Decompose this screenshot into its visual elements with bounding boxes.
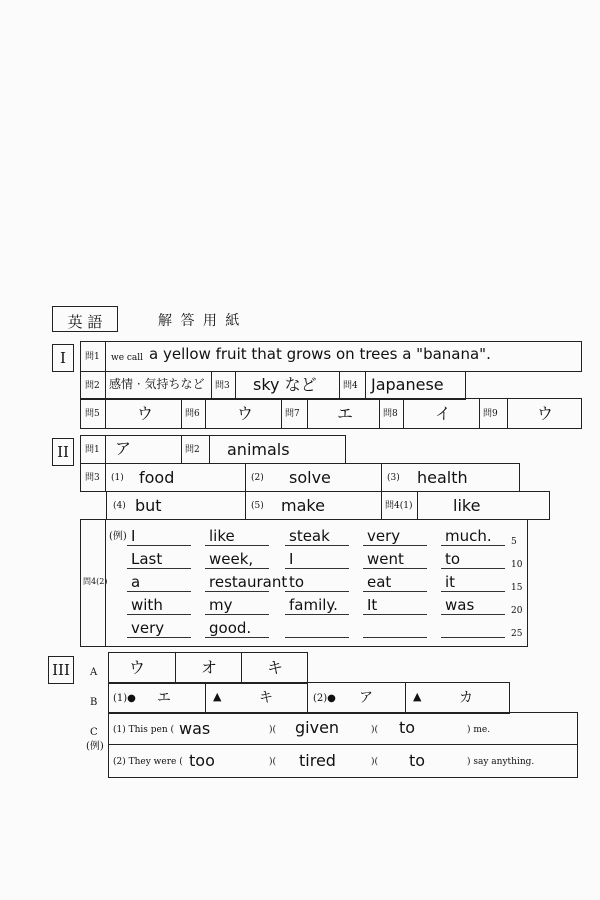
s2-q3-label: 問3 bbox=[85, 473, 100, 483]
s3-C-label: C bbox=[90, 727, 98, 738]
s1-q9-divider bbox=[479, 399, 480, 428]
s1-q5-label: 問5 bbox=[85, 409, 100, 419]
s1-q4-divider bbox=[339, 372, 340, 399]
s3-A-answer-1[interactable]: ウ bbox=[129, 658, 146, 677]
s3-A-divider-2 bbox=[241, 653, 242, 683]
s1-q6-divider bbox=[181, 399, 182, 428]
s3-B-g1-b[interactable]: キ bbox=[259, 690, 273, 706]
essay-underline bbox=[363, 637, 427, 638]
s2-q4-1-divider bbox=[381, 492, 382, 519]
section-3-roman: III bbox=[48, 656, 74, 684]
essay-underline bbox=[127, 614, 191, 615]
essay-underline bbox=[363, 614, 427, 615]
essay-word-count: 20 bbox=[511, 606, 523, 616]
s3-C-s1-sep2: )( bbox=[371, 725, 379, 735]
essay-grid bbox=[81, 520, 527, 646]
s3-A-answer-2[interactable]: オ bbox=[201, 658, 218, 677]
essay-underline bbox=[285, 545, 349, 546]
s1-row3 bbox=[80, 398, 582, 429]
essay-word[interactable]: steak bbox=[289, 527, 330, 545]
s1-q3-divider bbox=[211, 372, 212, 399]
section-2-roman: II bbox=[52, 438, 74, 466]
s1-q2-divider bbox=[105, 372, 106, 399]
s2-q4-2-label: 問4(2) bbox=[83, 577, 108, 586]
s1-q4-divider2 bbox=[365, 372, 366, 399]
essay-word-count: 10 bbox=[511, 560, 523, 570]
section-1-roman: I bbox=[52, 344, 74, 372]
s2-q3-a5-divider bbox=[245, 492, 246, 519]
s1-q7-answer[interactable]: エ bbox=[337, 404, 354, 423]
s2-q2-divider2 bbox=[209, 436, 210, 463]
essay-word[interactable]: Last bbox=[131, 550, 163, 568]
s3-B-g1-mark: ▲ bbox=[213, 690, 222, 703]
essay-underline bbox=[363, 568, 427, 569]
s1-q5-answer[interactable]: ウ bbox=[137, 404, 154, 423]
essay-word[interactable]: much. bbox=[445, 527, 492, 545]
essay-word[interactable]: I bbox=[289, 550, 294, 568]
s3-C-s2-w2[interactable]: tired bbox=[299, 751, 336, 770]
subject-label: 英 語 bbox=[67, 313, 103, 331]
s2-q3-a3-divider bbox=[381, 464, 382, 491]
sheet-title: 解 答 用 紙 bbox=[158, 313, 242, 329]
s3-C-s2-sep1: )( bbox=[269, 757, 277, 767]
essay-underline bbox=[285, 591, 349, 592]
s1-q2-answer[interactable]: 感情 · 気持ちなど bbox=[109, 377, 205, 391]
s3-C-s2-sep2: )( bbox=[371, 757, 379, 767]
s2-q2-label: 問2 bbox=[185, 445, 200, 455]
essay-word[interactable]: It bbox=[367, 596, 378, 614]
essay-underline bbox=[127, 568, 191, 569]
essay-underline bbox=[285, 568, 349, 569]
s2-q3-a4-answer[interactable]: but bbox=[135, 496, 162, 515]
essay-underline bbox=[127, 591, 191, 592]
s2-q3-divider bbox=[105, 464, 106, 491]
essay-word[interactable]: went bbox=[367, 550, 404, 568]
s3-C-s2-start: (2) They were ( bbox=[113, 757, 183, 767]
s3-B-box bbox=[108, 682, 510, 714]
essay-underline bbox=[205, 614, 269, 615]
essay-word[interactable]: good. bbox=[209, 619, 252, 637]
s1-q3-answer[interactable]: sky など bbox=[253, 375, 317, 394]
s1-q1-label: 問1 bbox=[85, 352, 100, 362]
essay-underline bbox=[441, 545, 505, 546]
essay-underline bbox=[205, 545, 269, 546]
essay-underline bbox=[441, 614, 505, 615]
s1-q4-label: 問4 bbox=[343, 381, 358, 391]
essay-underline bbox=[205, 568, 269, 569]
s2-q3-a3-answer[interactable]: health bbox=[417, 468, 468, 487]
s2-q1-label: 問1 bbox=[85, 445, 100, 455]
s3-C-row-divider bbox=[109, 744, 577, 745]
s1-q7-divider2 bbox=[307, 399, 308, 428]
s2-q3-a2-divider bbox=[245, 464, 246, 491]
essay-underline bbox=[127, 637, 191, 638]
s3-C-s1-w3[interactable]: to bbox=[399, 718, 416, 737]
s3-B-g1-a[interactable]: エ bbox=[157, 690, 171, 706]
s3-C-s2-w3[interactable]: to bbox=[409, 751, 426, 770]
s2-q3-a5-num: (5) bbox=[251, 501, 264, 511]
s2-q4-1-label: 問4(1) bbox=[385, 501, 413, 511]
s1-q4-answer[interactable]: Japanese bbox=[371, 375, 444, 394]
essay-underline bbox=[363, 591, 427, 592]
s3-B-g2-mark: ▲ bbox=[413, 690, 422, 703]
s2-q4-1-answer[interactable]: like bbox=[453, 496, 481, 515]
s3-C-s1-end: ) me. bbox=[467, 725, 491, 735]
essay-underline bbox=[285, 614, 349, 615]
s2-row1 bbox=[80, 435, 346, 464]
s2-q3-a2-answer[interactable]: solve bbox=[289, 468, 331, 487]
s1-q8-answer[interactable]: イ bbox=[435, 404, 452, 423]
s3-C-s2-end: ) say anything. bbox=[467, 757, 535, 767]
essay-underline bbox=[285, 637, 349, 638]
s2-q3-a5-answer[interactable]: make bbox=[281, 496, 325, 515]
s1-q7-label: 問7 bbox=[285, 409, 300, 419]
essay-word[interactable]: very bbox=[131, 619, 165, 637]
s1-q1-divider bbox=[105, 342, 106, 371]
essay-word[interactable]: like bbox=[209, 527, 235, 545]
s2-essay-box bbox=[80, 519, 528, 647]
s3-B-divider-1 bbox=[205, 683, 206, 713]
s3-B-g2-b[interactable]: カ bbox=[459, 690, 473, 706]
s1-row1 bbox=[80, 341, 582, 372]
s1-q1-prefix: we call bbox=[111, 353, 144, 363]
s2-q1-divider bbox=[105, 436, 106, 463]
s2-q3-a1-num: (1) bbox=[111, 473, 124, 483]
s2-q4-1-divider2 bbox=[417, 492, 418, 519]
essay-word[interactable]: a bbox=[131, 573, 141, 591]
s3-C-s1-sep1: )( bbox=[269, 725, 277, 735]
s2-q3-a2-num: (2) bbox=[251, 473, 264, 483]
s3-C-s2-w1[interactable]: too bbox=[189, 751, 215, 770]
s3-A-box bbox=[108, 652, 308, 684]
s3-C-s1-start: (1) This pen ( bbox=[113, 725, 175, 735]
s3-B-g2-num: (2)● bbox=[313, 693, 336, 704]
essay-underline bbox=[127, 545, 191, 546]
essay-underline bbox=[205, 591, 269, 592]
essay-word[interactable]: family. bbox=[289, 596, 338, 614]
s1-q3-label: 問3 bbox=[215, 381, 230, 391]
s3-B-divider-3 bbox=[405, 683, 406, 713]
s1-q8-divider2 bbox=[403, 399, 404, 428]
essay-underline bbox=[441, 591, 505, 592]
s3-C-box bbox=[108, 712, 578, 778]
s2-q2-divider bbox=[181, 436, 182, 463]
essay-word[interactable]: with bbox=[131, 596, 163, 614]
s1-q9-label: 問9 bbox=[483, 409, 498, 419]
essay-word[interactable]: very bbox=[367, 527, 401, 545]
essay-word[interactable]: to bbox=[289, 573, 305, 591]
essay-underline bbox=[441, 637, 505, 638]
s1-q6-label: 問6 bbox=[185, 409, 200, 419]
essay-underline bbox=[205, 637, 269, 638]
s1-row2 bbox=[80, 371, 466, 400]
s1-q5-divider bbox=[105, 399, 106, 428]
s3-B-g1-num: (1)● bbox=[113, 693, 136, 704]
essay-word[interactable]: restaurant bbox=[209, 573, 288, 591]
essay-word-count: 15 bbox=[511, 583, 523, 593]
essay-word[interactable]: week, bbox=[209, 550, 254, 568]
s2-q3-a4-num: (4) bbox=[113, 501, 126, 511]
s1-q9-answer[interactable]: ウ bbox=[537, 404, 554, 423]
s1-q3-divider2 bbox=[235, 372, 236, 399]
s3-A-divider-1 bbox=[175, 653, 176, 683]
s2-q1-answer[interactable]: ア bbox=[115, 439, 132, 458]
subject-box bbox=[52, 306, 118, 332]
s3-C-s1-w1[interactable]: was bbox=[179, 719, 211, 738]
s1-q6-answer[interactable]: ウ bbox=[237, 404, 254, 423]
s2-row2 bbox=[80, 463, 520, 492]
essay-underline bbox=[441, 568, 505, 569]
s2-row3 bbox=[106, 491, 550, 520]
essay-word[interactable]: my bbox=[209, 596, 233, 614]
s3-A-label: A bbox=[90, 667, 98, 678]
s1-q6-divider2 bbox=[205, 399, 206, 428]
essay-word[interactable]: to bbox=[445, 550, 461, 568]
s2-q2-answer[interactable]: animals bbox=[227, 440, 290, 459]
s1-q2-label: 問2 bbox=[85, 381, 100, 391]
essay-word[interactable]: was bbox=[445, 596, 475, 614]
s1-q8-label: 問8 bbox=[383, 409, 398, 419]
essay-underline bbox=[363, 545, 427, 546]
essay-word[interactable]: I bbox=[131, 527, 136, 545]
s1-q8-divider bbox=[379, 399, 380, 428]
s2-q3-a3-num: (3) bbox=[387, 473, 400, 483]
s1-q9-divider2 bbox=[507, 399, 508, 428]
s3-A-answer-3[interactable]: キ bbox=[267, 658, 284, 677]
s2-q3-a1-answer[interactable]: food bbox=[139, 468, 175, 487]
s1-q1-answer[interactable]: a yellow fruit that grows on trees a "banana". bbox=[149, 345, 491, 363]
s1-q7-divider bbox=[281, 399, 282, 428]
s3-B-divider-2 bbox=[307, 683, 308, 713]
s3-C-example: (例) bbox=[86, 741, 104, 752]
s3-B-label: B bbox=[90, 697, 98, 708]
essay-word[interactable]: it bbox=[445, 573, 456, 591]
s3-C-s1-w2[interactable]: given bbox=[295, 718, 340, 737]
essay-word-count: 5 bbox=[511, 537, 517, 547]
essay-word-count: 25 bbox=[511, 629, 523, 639]
s2-essay-example: (例) bbox=[109, 531, 127, 542]
essay-word[interactable]: eat bbox=[367, 573, 392, 591]
s3-B-g2-a[interactable]: ア bbox=[359, 690, 373, 706]
